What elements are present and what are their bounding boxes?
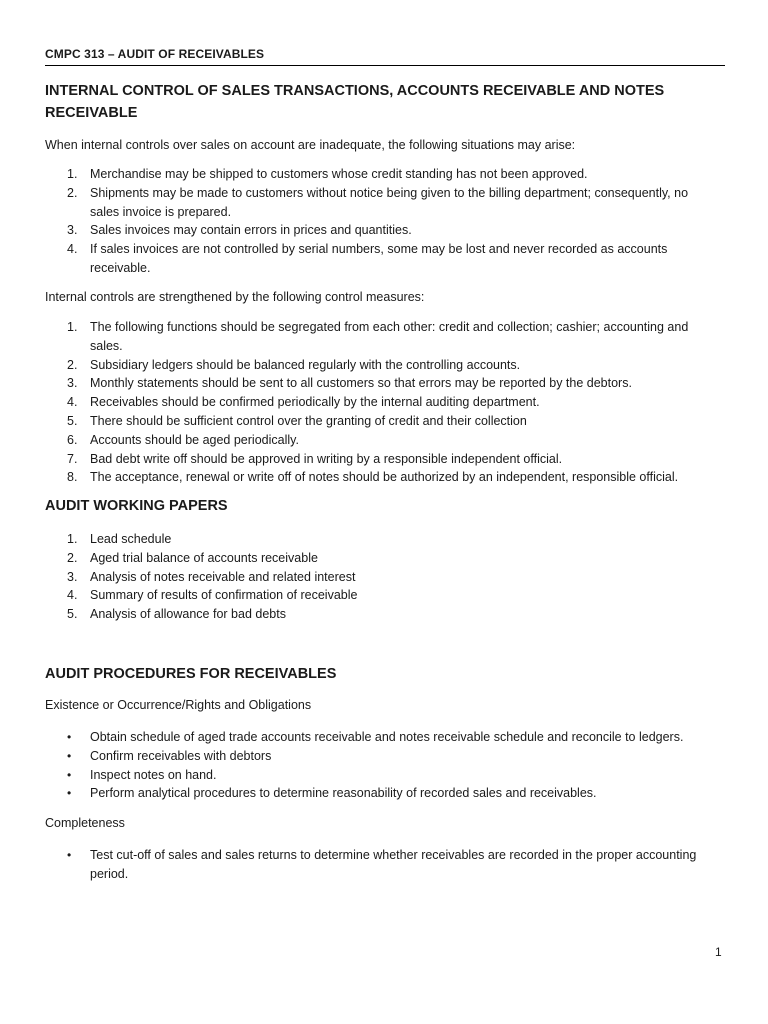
list-item-text: Analysis of notes receivable and related interest <box>90 569 356 584</box>
list-item-text: Monthly statements should be sent to all customers so that errors may be reported by the debtors. <box>90 376 632 391</box>
list-item-text: There should be sufficient control over the granting of credit and their collection <box>90 413 527 428</box>
list-item-text: Merchandise may be shipped to customers whose credit standing has not been approved. <box>90 167 588 181</box>
list-item <box>45 431 715 450</box>
list-item-text: The following functions should be segregated from each other: credit and collection; cashier; accounting and sales. <box>90 320 689 353</box>
list-item-text: Sales invoices may contain errors in prices and quantities. <box>90 223 412 238</box>
section-title-working-papers: AUDIT WORKING PAPERS <box>45 498 228 514</box>
list-item <box>45 468 715 487</box>
list-item-text: Lead schedule <box>90 532 172 546</box>
list-item-text: If sales invoices are not controlled by serial numbers, some may be lost and never recorded as accounts receivable. <box>90 242 668 275</box>
list-item <box>45 586 715 605</box>
control-measures-list <box>45 318 715 487</box>
list-item-number: 4. <box>67 395 78 410</box>
completeness-label: Completeness <box>45 816 125 830</box>
section-title-internal-control: INTERNAL CONTROL OF SALES TRANSACTIONS, ACCOUNTS RECEIVABLE AND NOTES RECEIVABLE <box>45 83 665 121</box>
list-item-number: 1. <box>67 320 78 334</box>
list-item-text: Shipments may be made to customers without notice being given to the billing department; consequently, no sales invoice is prepared. <box>90 185 689 219</box>
list-item <box>45 530 715 549</box>
page-number: 1 <box>715 945 722 959</box>
list-item-text: Confirm receivables with debtors <box>90 748 272 763</box>
list-item <box>45 374 715 393</box>
list-item-text: Perform analytical procedures to determine reasonability of recorded sales and receivables. <box>90 786 597 801</box>
list-item-text: Obtain schedule of aged trade accounts receivable and notes receivable schedule and reconcile to ledgers. <box>90 730 684 744</box>
bullet-icon: • <box>67 786 72 801</box>
list-item-number: 2. <box>67 550 78 565</box>
existence-procedures-list <box>45 728 715 803</box>
situations-list <box>45 165 715 278</box>
list-item-number: 4. <box>67 588 78 603</box>
list-item <box>45 240 715 278</box>
list-item <box>45 728 715 747</box>
list-item <box>45 549 715 568</box>
list-item-text: Bad debt write off should be approved in writing by a responsible independent official. <box>90 451 563 466</box>
completeness-procedures-list <box>45 846 715 884</box>
list-item <box>45 356 715 375</box>
list-item-text: Test cut-off of sales and sales returns to determine whether receivables are recorded in the proper accounting period. <box>90 848 697 881</box>
section-title-audit-procedures: AUDIT PROCEDURES FOR RECEIVABLES <box>45 666 337 682</box>
list-item-number: 3. <box>67 569 78 584</box>
list-item-number: 5. <box>67 413 78 428</box>
bullet-icon: • <box>67 730 72 744</box>
list-item-number: 2. <box>67 357 78 372</box>
list-item-number: 2. <box>67 185 78 200</box>
bullet-icon: • <box>67 767 72 782</box>
list-item-text: Aged trial balance of accounts receivable <box>90 550 318 565</box>
running-header: CMPC 313 – AUDIT OF RECEIVABLES <box>45 47 725 66</box>
intro-paragraph: When internal controls over sales on account are inadequate, the following situations may arise: <box>45 138 576 152</box>
list-item-number: 5. <box>67 607 78 622</box>
measures-intro-paragraph: Internal controls are strengthened by the following control measures: <box>45 290 425 304</box>
list-item <box>45 318 715 356</box>
list-item <box>45 412 715 431</box>
list-item-number: 3. <box>67 223 78 238</box>
list-item <box>45 747 715 766</box>
list-item-number: 7. <box>67 451 78 466</box>
list-item <box>45 221 715 240</box>
list-item <box>45 605 715 624</box>
list-item-number: 3. <box>67 376 78 391</box>
list-item <box>45 165 715 184</box>
list-item-text: Receivables should be confirmed periodically by the internal auditing department. <box>90 395 540 410</box>
list-item <box>45 450 715 469</box>
list-item-text: Analysis of allowance for bad debts <box>90 607 286 622</box>
list-item-text: Summary of results of confirmation of receivable <box>90 588 358 603</box>
list-item <box>45 184 715 222</box>
list-item-number: 6. <box>67 432 78 447</box>
list-item <box>45 766 715 785</box>
list-item-number: 1. <box>67 532 78 546</box>
list-item <box>45 393 715 412</box>
existence-label: Existence or Occurrence/Rights and Obligations <box>45 698 312 712</box>
list-item-text: Accounts should be aged periodically. <box>90 432 299 447</box>
list-item <box>45 568 715 587</box>
list-item-text: The acceptance, renewal or write off of notes should be authorized by an independent, responsible official. <box>90 470 679 485</box>
bullet-icon: • <box>67 748 72 763</box>
list-item <box>45 846 715 884</box>
working-papers-list <box>45 530 715 624</box>
list-item-text: Subsidiary ledgers should be balanced regularly with the controlling accounts. <box>90 357 521 372</box>
list-item <box>45 784 715 803</box>
list-item-number: 8. <box>67 470 78 485</box>
list-item-number: 1. <box>67 167 78 181</box>
list-item-text: Inspect notes on hand. <box>90 767 217 782</box>
bullet-icon: • <box>67 848 72 862</box>
list-item-number: 4. <box>67 242 78 257</box>
